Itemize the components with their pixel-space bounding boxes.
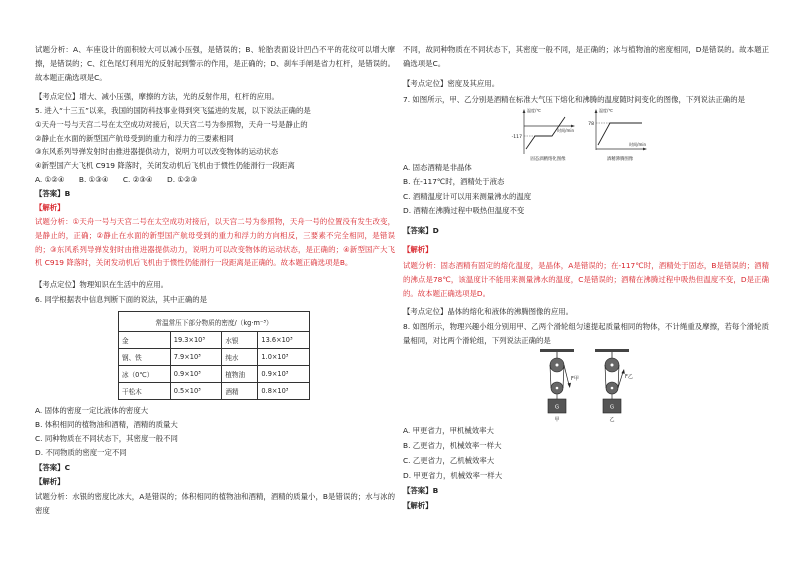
table-row (119, 366, 310, 383)
table-row (119, 332, 310, 349)
boiling-temp-axis-label: 温度/℃ (599, 108, 613, 113)
q5-analysis-label: 【解析】 (35, 203, 65, 212)
density-table (118, 311, 310, 400)
q8-answer: 【答案】B (403, 486, 439, 495)
ceiling-yi (595, 349, 629, 352)
ceiling-jia (540, 349, 574, 352)
fixed-pulley-axle-yi (611, 364, 614, 367)
boiling-temp-axis-arrow (595, 109, 598, 113)
q6-option-d: D. 不同物质的密度一定不同 (35, 448, 127, 457)
table-cell: 7.9×10³ (170, 349, 222, 366)
q6-option-b: B. 体积相同的植物油和酒精，酒精的质量大 (35, 420, 178, 429)
weight-label-jia: G (554, 404, 560, 411)
q7-options (403, 161, 769, 218)
boiling-point-tick: 78 (588, 122, 594, 127)
q4-analysis: 试题分析：A、车座设计的面积较大可以减小压强，是错误的；B、轮胎表面设计凹凸不平的花纹可以增大摩擦，是错误的；C、红色尾灯利用光的反射起到警示的作用，是正确的；D、刹车手闸是省力杠杆，是错误的。故本题正确选项是C。 (35, 45, 395, 82)
q6-analysis-label: 【解析】 (35, 477, 65, 486)
q7-option-c: C. 酒精温度计可以用来测量沸水的温度 (403, 191, 532, 201)
q7-stem: 7. 如图所示，甲、乙分别是酒精在标准大气压下熔化和沸腾的温度随时间变化的图像，下列说法正确的是 (403, 95, 745, 104)
q7-answer: 【答案】D (403, 226, 439, 235)
q6-options (35, 404, 395, 460)
q5-option-a: A. ①②④ (35, 175, 65, 184)
melting-time-axis-label: 时间/min (557, 128, 574, 133)
boiling-graph-caption: 酒精沸腾图像 (606, 157, 634, 162)
q5-statement-4: ④新型国产大飞机 C919 降落时，关闭发动机后飞机由于惯性仍能滑行一段距离 (35, 161, 295, 171)
q8-stem: 8. 如图所示，物理兴趣小组分别用甲、乙两个滑轮组匀速提起质量相同的物体，不计绳重及摩擦，若每个滑轮质量相同，对比两个滑轮组，下列说法正确的是 (403, 322, 769, 345)
melting-graph-caption: 固态酒精熔化图像 (530, 157, 566, 162)
q6-kaodian: 【考点定位】密度及其应用。 (403, 79, 500, 88)
melting-curve (526, 117, 565, 149)
table-cell: 0.9×10³ (170, 366, 222, 383)
caption-yi: 乙 (609, 417, 615, 423)
table-cell: 酒精 (222, 383, 258, 400)
table-cell: 19.3×10³ (170, 332, 222, 349)
q6-answer: 【答案】C (35, 463, 70, 472)
q8-option-c: C. 乙更省力，乙机械效率大 (403, 456, 495, 465)
q7-option-d: D. 酒精在沸腾过程中吸热但温度不变 (403, 205, 525, 215)
q5-statement-3: ③东风系列导弹发射时由推进器提供动力，说明力可以改变物体的运动状态 (35, 147, 279, 157)
q5-answer: 【答案】B (35, 189, 71, 198)
boiling-time-axis-arrow (643, 148, 647, 151)
q6-option-c: C. 同种物质在不同状态下，其密度一般不同 (35, 434, 178, 443)
q5-statements (35, 118, 395, 173)
density-table-header-row (119, 312, 310, 332)
q7-option-a: A. 固态酒精是非晶体 (403, 163, 472, 172)
q8-pulley-figure (536, 347, 656, 423)
q7-figure (510, 106, 655, 162)
table-row (119, 349, 310, 366)
movable-pulley-axle-yi (611, 387, 614, 390)
table-cell: 0.5×10³ (170, 383, 222, 400)
table-cell: 0.8×10³ (258, 383, 310, 400)
q7-kaodian: 【考点定位】晶体的熔化和液体的沸腾图像的应用。 (403, 307, 573, 316)
table-cell: 水银 (222, 332, 258, 349)
q5-option-d: D. ①②③ (167, 175, 198, 184)
q6-option-a: A. 固体的密度一定比液体的密度大 (35, 406, 149, 415)
melting-point-tick: -117 (511, 135, 522, 140)
melting-temp-axis-arrow (523, 109, 526, 113)
q7-option-b: B. 在-117℃时，酒精处于液态 (403, 177, 505, 187)
q5-statement-2: ②静止在水面的新型国产航母受到的重力和浮力的三要素相同 (35, 133, 234, 143)
q6-analysis-continued: 不同，故同种物质在不同状态下，其密度一般不同，是正确的；冰与植物油的密度相同，D是错误的。故本题正确选项是C。 (403, 45, 769, 68)
table-cell: 1.0×10³ (258, 349, 310, 366)
q5-stem: 5. 进入“十三五”以来，我国的国防科技事业得到突飞猛进的发展，以下说法正确的是 (35, 106, 311, 115)
table-cell: 干松木 (119, 383, 171, 400)
force-label-jia: F甲 (571, 376, 579, 382)
weight-label-yi: G (609, 404, 615, 411)
q8-option-b: B. 乙更省力，机械效率一样大 (403, 441, 502, 450)
q5-kaodian: 【考点定位】物理知识在生活中的应用。 (35, 280, 169, 289)
q5-statement-1: ①天舟一号与天宫二号在太空成功对接后，以天宫二号为参照物，天舟一号是静止的 (35, 120, 308, 129)
q8-option-a: A. 甲更省力，甲机械效率大 (403, 426, 494, 435)
boiling-time-axis-label: 时间/min (629, 142, 646, 147)
fixed-pulley-axle-jia (556, 364, 559, 367)
movable-pulley-axle-jia (556, 387, 559, 390)
q5-option-b: B. ①③④ (78, 175, 109, 184)
table-cell: 纯水 (222, 349, 258, 366)
q6-analysis: 试题分析：水银的密度比冰大，A是错误的；体积相同的植物油和酒精，酒精的质量小，B是错误的；水与冰的密度 (35, 492, 395, 515)
density-table-title: 常温常压下部分物质的密度/（kg·m⁻³） (119, 312, 310, 332)
q4-kaodian: 【考点定位】增大、减小压强，摩擦的方法，光的反射作用，杠杆的应用。 (35, 92, 279, 101)
q5-options (35, 173, 395, 187)
q5-option-c: C. ②③④ (122, 175, 153, 184)
force-arrow-jia (568, 383, 571, 388)
table-cell: 冰（0℃） (119, 366, 171, 383)
q7-analysis: 试题分析：固态酒精有固定的熔化温度，是晶体，A是错误的；在-117℃时，酒精处于固态，B是错误的；酒精的沸点是78℃，该温度计不能用来测量沸水的温度，C是错误的；酒精在沸腾过程中吸热但温度不变，D是正确的。故本题正确选项是D。 (403, 261, 769, 298)
table-cell: 金 (119, 332, 171, 349)
table-cell: 钢、铁 (119, 349, 171, 366)
q8-option-d: D. 甲更省力，机械效率一样大 (403, 471, 503, 480)
table-cell: 13.6×10³ (258, 332, 310, 349)
table-cell: 0.9×10³ (258, 366, 310, 383)
q8-options (403, 423, 769, 483)
q7-analysis-label: 【解析】 (403, 245, 433, 254)
q8-analysis-label: 【解析】 (403, 501, 433, 510)
melting-time-axis-arrow (571, 125, 575, 128)
rope-jia-free-end (564, 365, 569, 385)
caption-jia: 甲 (554, 417, 560, 423)
q5-analysis: 试题分析：①天舟一号与天宫二号在太空成功对接后，以天宫二号为参照物，天舟一号的位置没有发生改变，是静止的，正确；②静止在水面的新型国产航母受到的重力和浮力的方向相反，三要素不完全相同，是错误的；③东风系列导弹发射时由推进器提供动力，说明力可以改变物体的运动状态，是正确的；④新型国产大飞机 C919 降落时，关闭发动机后飞机由于惯性仍能滑行一段距离是正确的。故本题正确选项是B。 (35, 217, 395, 268)
table-cell: 植物油 (222, 366, 258, 383)
force-label-yi: F乙 (625, 374, 633, 380)
q6-stem: 6. 同学根据表中信息判断下面的说法，其中正确的是 (35, 295, 207, 304)
table-row (119, 383, 310, 400)
melting-temp-axis-label: 温度/℃ (527, 108, 541, 113)
